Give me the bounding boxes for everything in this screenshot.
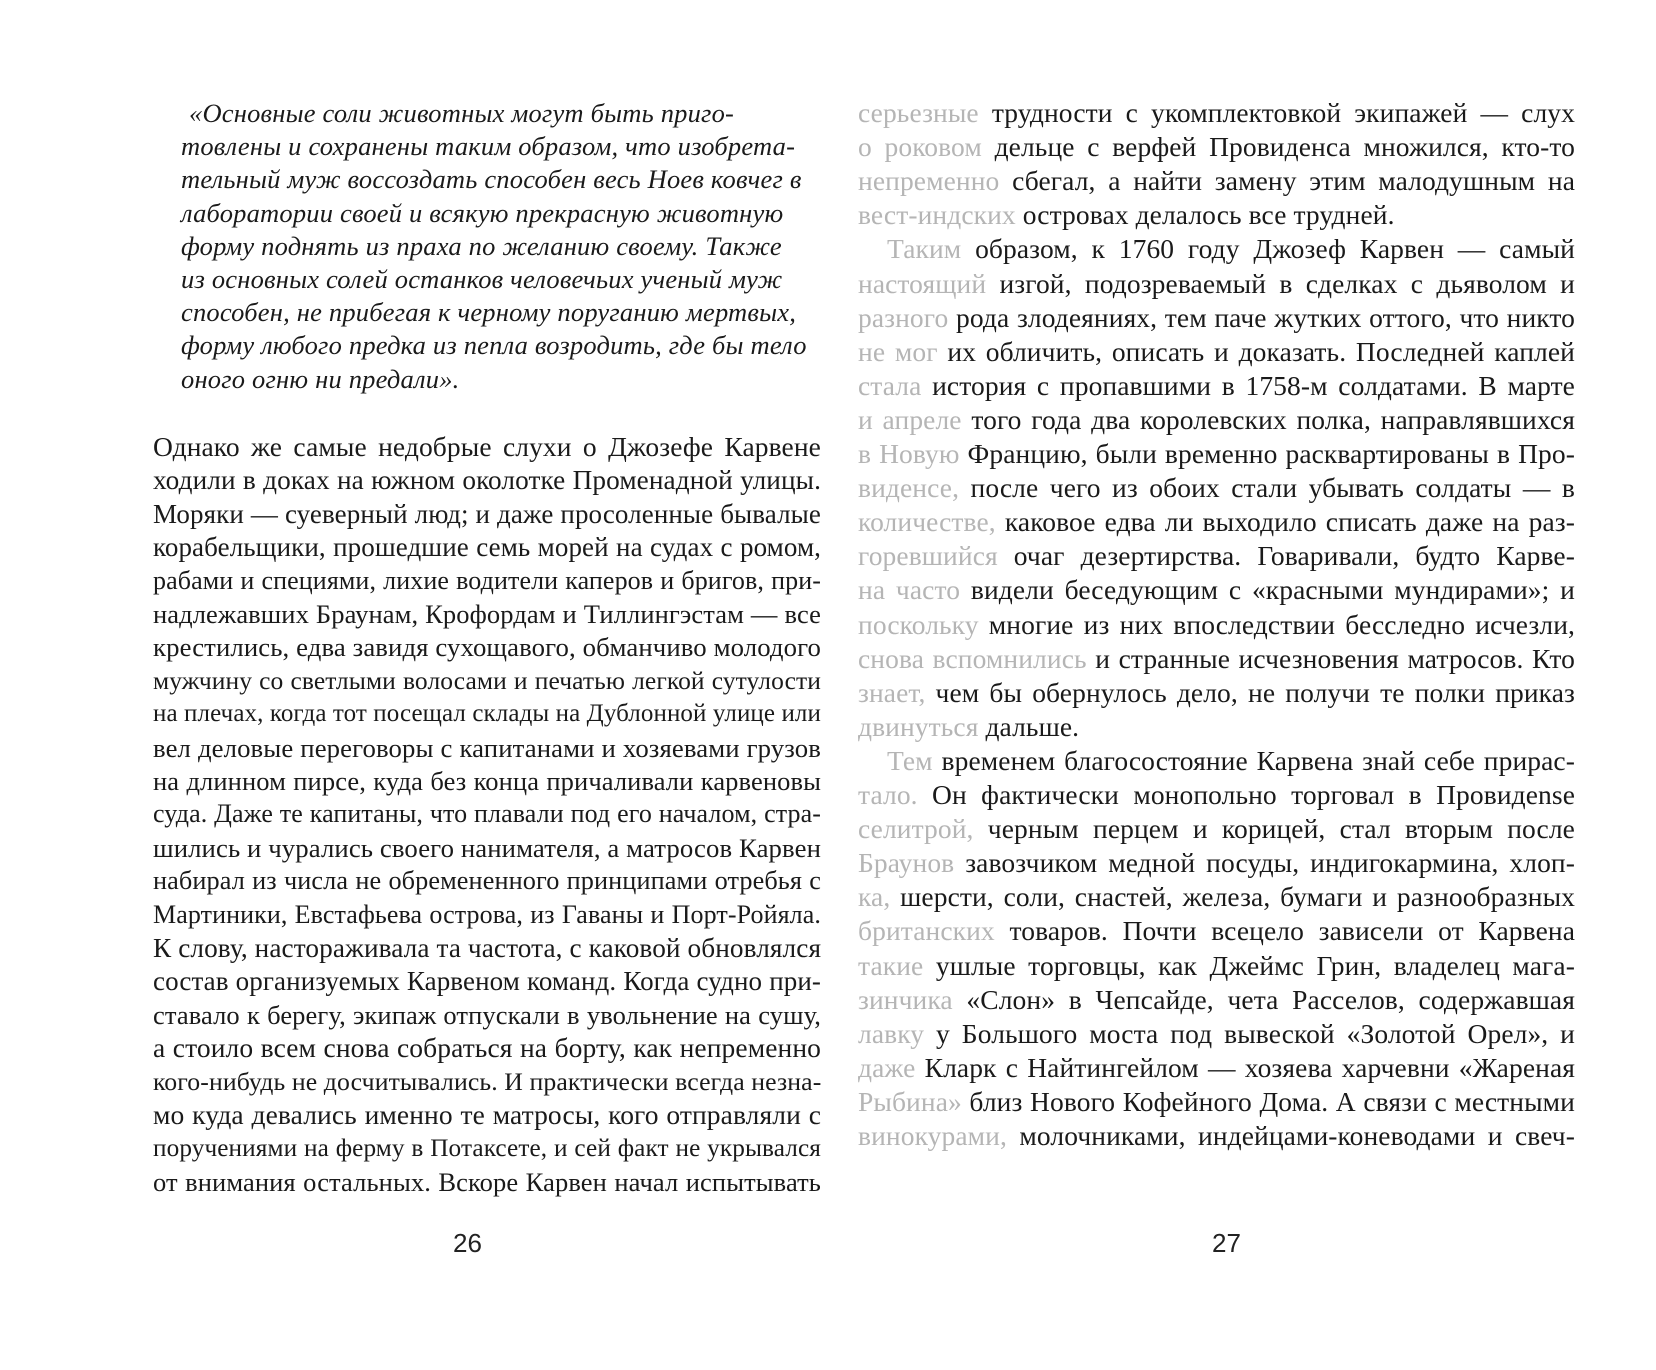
line-text: дельце с верфей Провиденса множился, кто-то: [981, 131, 1575, 163]
body-line: [858, 1085, 1575, 1120]
faded-line-start: лавку: [858, 1017, 925, 1049]
faded-line-start: снова вспомнились: [858, 642, 1087, 674]
body-line: [858, 1119, 1575, 1154]
faded-line-start: настоящий: [858, 267, 987, 299]
line-text: завозчиком медной посуды, индигокармина, хлоп-: [954, 847, 1575, 879]
body-line: [858, 1017, 1575, 1052]
epigraph-line: форму любого предка из пепла возродить, где бы тело: [181, 330, 807, 361]
line-text: история с пропавшими в 1758-м солдатами. В марте: [921, 369, 1575, 401]
body-line: кого-нибудь не досчитывались. И практически всегда незна-: [153, 1066, 822, 1096]
line-text: изгой, подозреваемый в сделках с дьяволом и: [986, 267, 1575, 299]
body-line: [858, 778, 1575, 813]
body-line: [858, 267, 1575, 302]
line-text: дальше.: [978, 710, 1080, 742]
body-line: ставало к берегу, экипаж отпускали в увольнение на сушу,: [153, 999, 821, 1030]
line-text: «Слон» в Чепсайде, чета Расселов, содержавшая: [952, 983, 1575, 1015]
body-line: [858, 403, 1575, 438]
body-line: [858, 880, 1575, 915]
body-line: [858, 812, 1575, 847]
faded-line-start: в Новую: [858, 438, 960, 469]
line-text: того года два королевских полка, направлявшихся: [961, 403, 1575, 435]
body-line: [858, 1051, 1575, 1086]
body-line: [858, 539, 1575, 574]
faded-line-start: двинуться: [858, 710, 979, 742]
line-text: Францию, были временно расквартированы в Про-: [959, 438, 1575, 469]
faded-line-start: знает,: [858, 676, 926, 708]
body-line: [858, 301, 1575, 336]
body-line: [887, 744, 1575, 779]
epigraph-line: из основных солей останков человечьих ученый муж: [181, 264, 783, 294]
body-line: шились и чурались своего нанимателя, а матросов Карвен: [153, 832, 821, 863]
epigraph-line: способен, не прибегая к черному поруганию мертвых,: [181, 297, 797, 328]
body-line: [858, 335, 1575, 370]
faded-line-start: поскольку: [858, 608, 979, 640]
body-line: на плечах, когда тот посещал склады на Дублонной улице или: [153, 700, 821, 728]
faded-line-start: Тем: [887, 744, 933, 776]
epigraph-line: форму поднять из праха по желанию своему. Также: [181, 230, 782, 261]
body-line: ходили в доках на южном околотке Променадной улицы.: [153, 465, 821, 496]
epigraph-line: «Основные соли животных могут быть приго-: [189, 98, 735, 128]
line-text: и странные исчезновения матросов. Кто: [1086, 642, 1575, 674]
page-number-left: 26: [453, 1228, 482, 1258]
body-line: Мартиники, Евстафьева острова, из Гаваны и Порт-Ройяла.: [153, 899, 821, 929]
faded-line-start: горевшийся: [858, 540, 998, 572]
body-line: [858, 96, 1575, 131]
body-line: К слову, настораживала та частота, с каковой обновлялся: [153, 933, 822, 963]
faded-line-start: стала: [858, 369, 922, 401]
right-page: [828, 0, 1656, 1370]
line-text: близ Нового Кофейного Дома. А связи с местными: [961, 1085, 1575, 1117]
line-text: шерсти, соли, снастей, железа, бумаги и разнообразных: [890, 881, 1575, 913]
line-text: образом, к 1760 году Джозеф Карвен — самый: [961, 233, 1575, 265]
faded-line-start: такие: [858, 949, 924, 981]
body-line: [858, 164, 1575, 199]
line-text: рода злодеяниях, тем паче жутких оттого, что никто: [948, 301, 1575, 333]
body-line: [858, 846, 1575, 881]
faded-line-start: на часто: [858, 574, 961, 606]
body-line: [858, 505, 1575, 540]
body-line: Однако же самые недобрые слухи о Джозефе Карвене: [153, 431, 821, 462]
faded-line-start: и апреле: [858, 403, 962, 435]
line-text: у Большого моста под вывеской «Золотой Орел», и: [924, 1017, 1575, 1049]
body-line: от внимания остальных. Вскоре Карвен начал испытывать: [153, 1166, 821, 1197]
body-line: [858, 949, 1575, 984]
body-line: мо куда девались именно те матросы, кого отправляли с: [153, 1099, 821, 1130]
line-text: многие из них впоследствии бесследно исчезли,: [978, 608, 1575, 640]
line-text: их обличить, описать и доказать. Последней каплей: [937, 335, 1575, 367]
body-line: состав организуемых Карвеном команд. Когда судно при-: [153, 966, 821, 997]
body-line: вел деловые переговоры с капитанами и хозяевами грузов: [153, 732, 821, 763]
body-line: набирал из числа не обремененного принципами отребья с: [153, 866, 821, 896]
line-text: молочниками, индейцами-коневодами и свеч-: [1006, 1120, 1575, 1151]
line-text: трудности с укомплектовкой экипажей — слух: [978, 97, 1575, 128]
body-line: [858, 710, 1575, 745]
faded-line-start: не мог: [858, 335, 938, 367]
faded-line-start: тало.: [858, 779, 918, 810]
body-line: крестились, едва завидя сухощавого, обманчиво молодого: [153, 632, 821, 663]
faded-line-start: британских: [858, 915, 995, 947]
epigraph-line: оного огню ни предали».: [181, 363, 460, 394]
epigraph-line: лаборатории своей и всякую прекрасную животную: [181, 197, 784, 228]
line-text: сбегал, а найти замену этим малодушным на: [999, 165, 1575, 197]
body-line: [887, 232, 1575, 267]
body-line: корабельщики, прошедшие семь морей на судах с ромом,: [153, 532, 821, 563]
faded-line-start: селитрой,: [858, 813, 974, 845]
line-text: после чего из обоих стали убывать солдаты — в: [959, 472, 1575, 504]
faded-line-start: непременно: [858, 165, 1000, 197]
body-line: [858, 608, 1575, 643]
faded-line-start: Таким: [887, 233, 962, 265]
body-line: [858, 573, 1575, 608]
body-line: Моряки — суеверный люд; и даже просоленные бывалые: [153, 498, 821, 529]
epigraph-line: товлены и сохранены таким образом, что изобрета-: [181, 131, 796, 162]
line-text: очаг дезертирства. Говаривали, будто Карве-: [997, 540, 1575, 572]
body-line: [858, 369, 1575, 404]
body-line: [858, 437, 1575, 472]
line-text: каковое едва ли выходило списать даже на раз-: [995, 506, 1575, 538]
faded-line-start: даже: [858, 1051, 916, 1083]
faded-line-start: винокурами,: [858, 1120, 1007, 1151]
faded-line-start: Браунов: [858, 847, 955, 879]
body-line: суда. Даже те капитаны, что плавали под его началом, стра-: [153, 799, 821, 829]
body-line: [858, 198, 1575, 233]
body-line: мужчину со светлыми волосами и печатью легкой сутулости: [153, 665, 821, 695]
body-line: рабами и специями, лихие водители каперов и бригов, при-: [153, 565, 821, 595]
line-text: чем бы обернулось дело, не получи те полки приказ: [925, 676, 1575, 708]
faded-line-start: зинчика: [858, 983, 953, 1015]
line-text: видели беседующим с «красными мундирами»; и: [960, 574, 1575, 606]
page-number-right: 27: [1212, 1228, 1241, 1258]
faded-line-start: ка,: [858, 881, 891, 913]
body-line: [858, 676, 1575, 711]
faded-line-start: Рыбина»: [858, 1085, 962, 1117]
faded-line-start: количестве,: [858, 506, 996, 538]
line-text: ушлые торговцы, как Джеймс Грин, владелец мага-: [923, 949, 1575, 981]
line-text: Он фактически монопольно торговал в Провидensе: [917, 779, 1575, 810]
line-text: временем благосостояние Карвена знай себе прирас-: [932, 744, 1575, 776]
line-text: островах делалось все трудней.: [1015, 199, 1395, 231]
faded-line-start: о роковом: [858, 131, 982, 163]
line-text: Кларк с Найтингейлом — хозяева харчевни «Жареная: [915, 1051, 1575, 1083]
body-line: [858, 471, 1575, 506]
body-line: [858, 130, 1575, 165]
faded-line-start: виденсе,: [858, 472, 960, 504]
body-line: на длинном пирсе, куда без конца причаливали карвеновы: [153, 766, 821, 796]
faded-line-start: вест-индских: [858, 199, 1016, 231]
body-line: [858, 983, 1575, 1018]
line-text: товаров. Почти всецело зависели от Карвена: [994, 915, 1575, 947]
body-line: надлежавших Браунам, Крофордам и Тиллингэстам — все: [153, 599, 821, 629]
faded-line-start: разного: [858, 301, 949, 333]
body-line: а стоило всем снова собраться на борту, как непременно: [153, 1032, 821, 1064]
line-text: черным перцем и корицей, стал вторым после: [973, 813, 1575, 845]
faded-line-start: серьезные: [858, 97, 979, 128]
epigraph-line: тельный муж воссоздать способен весь Ноев ковчег в: [181, 164, 802, 195]
body-line: поручениями на ферму в Потаксете, и сей факт не укрывался: [153, 1134, 821, 1163]
body-line: [858, 914, 1575, 949]
body-line: [858, 642, 1575, 677]
